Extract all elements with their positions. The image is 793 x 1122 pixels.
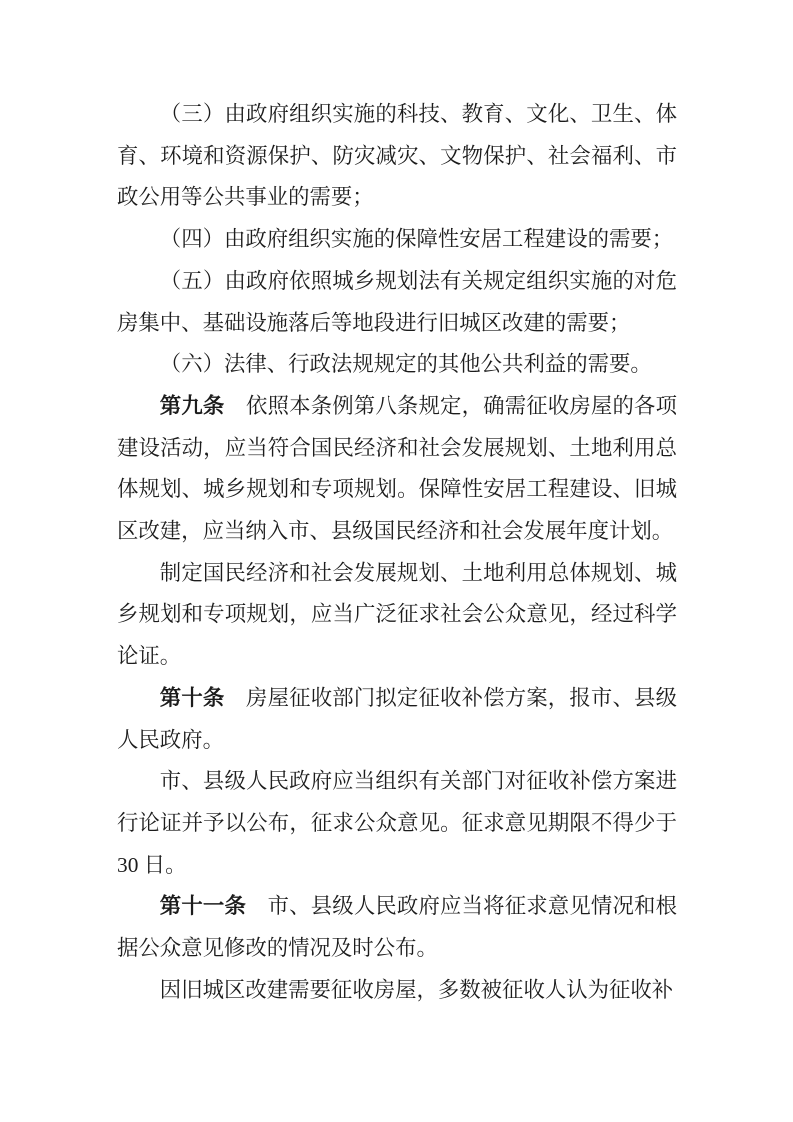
label-separator xyxy=(246,894,268,918)
document-body xyxy=(117,94,677,1011)
body-paragraph xyxy=(117,761,677,886)
paragraph-text: 依照本条例第八条规定，确需征收房屋的各项建设活动，应当符合国民经济和社会发展规划、土地利用总体规划、城乡规划和专项规划。保障性安居工程建设、旧城区改建，应当纳入市、县级国民经济和社会发展年度计划。 xyxy=(117,393,677,544)
paragraph-text: （四）由政府组织实施的保障性安居工程建设的需要； xyxy=(159,227,674,252)
body-paragraph xyxy=(117,219,677,261)
paragraph-text: （三）由政府组织实施的科技、教育、文化、卫生、体育、环境和资源保护、防灾减灾、文物保护、社会福利、市政公用等公共事业的需要； xyxy=(117,102,677,210)
body-paragraph xyxy=(117,344,677,386)
article-number-label: 第十条 xyxy=(159,685,225,710)
paragraph-text: 市、县级人民政府应当将征求意见情况和根据公众意见修改的情况及时公布。 xyxy=(117,894,677,961)
paragraph-text: （五）由政府依照城乡规划法有关规定组织实施的对危房集中、基础设施落后等地段进行旧城区改建的需要； xyxy=(117,268,677,335)
paragraph-text: 市、县级人民政府应当组织有关部门对征收补偿方案进行论证并予以公布，征求公众意见。征求意见期限不得少于 30 日。 xyxy=(117,769,677,877)
article-number-label: 第十一条 xyxy=(159,894,247,919)
article-number-label: 第九条 xyxy=(159,393,225,418)
article-paragraph xyxy=(117,886,677,969)
paragraph-text: 房屋征收部门拟定征收补偿方案，报市、县级人民政府。 xyxy=(117,685,677,752)
paragraph-text: 因旧城区改建需要征收房屋，多数被征收人认为征收补 xyxy=(159,977,674,1002)
article-paragraph xyxy=(117,678,677,761)
paragraph-text: （六）法律、行政法规规定的其他公共利益的需要。 xyxy=(159,352,652,377)
body-paragraph xyxy=(117,970,677,1012)
body-paragraph xyxy=(117,553,677,678)
body-paragraph xyxy=(117,94,677,219)
article-paragraph xyxy=(117,386,677,553)
label-separator xyxy=(224,686,246,710)
paragraph-text: 制定国民经济和社会发展规划、土地利用总体规划、城乡规划和专项规划，应当广泛征求社会公众意见，经过科学论证。 xyxy=(117,560,677,669)
label-separator xyxy=(224,394,246,418)
body-paragraph xyxy=(117,261,677,344)
